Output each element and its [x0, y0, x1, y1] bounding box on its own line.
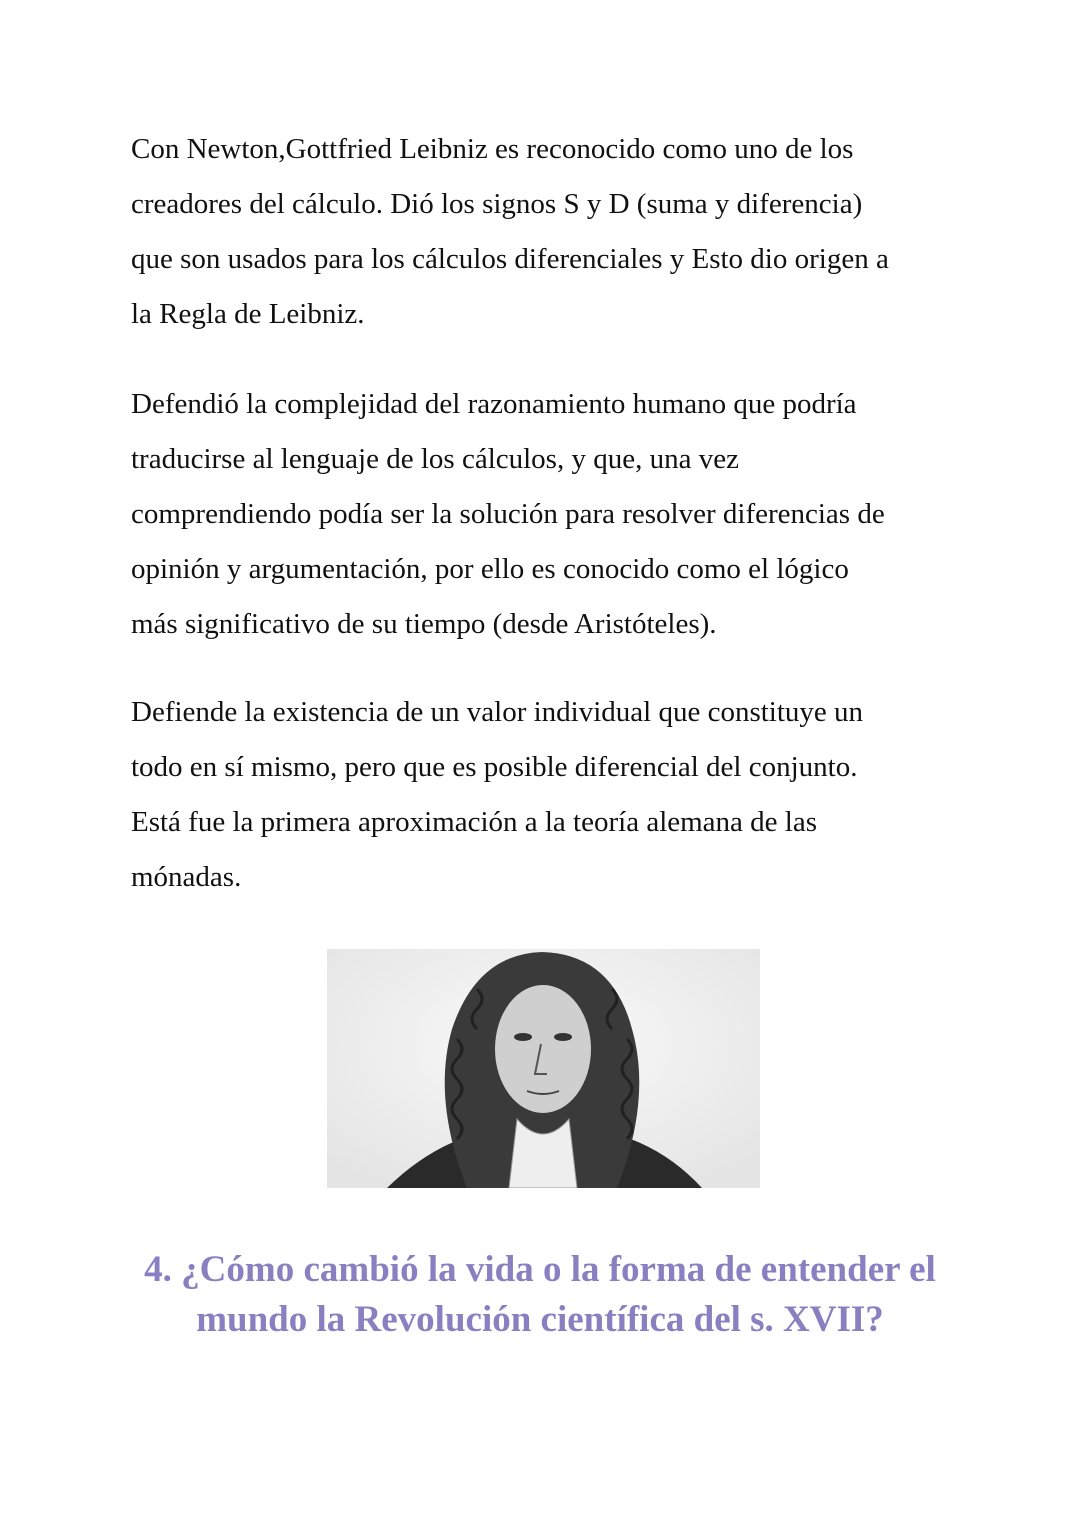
- paragraph-leibniz-calculus: [131, 122, 1011, 342]
- text-line: Está fue la primera aproximación a la teoría alemana de las: [131, 806, 818, 838]
- text-line: creadores del cálculo. Dió los signos S y D (suma y diferencia): [131, 188, 863, 220]
- text-line: opinión y argumentación, por ello es conocido como el lógico: [131, 553, 849, 585]
- text-line: que son usados para los cálculos diferenciales y Esto dio origen a: [131, 243, 889, 275]
- text-line: Defiende la existencia de un valor individual que constituye un: [131, 696, 864, 728]
- text-line: la Regla de Leibniz.: [131, 298, 365, 330]
- section-heading: [0, 1245, 1080, 1345]
- heading-line: mundo la Revolución científica del s. XVII?: [196, 1299, 884, 1340]
- text-line: todo en sí mismo, pero que es posible diferencial del conjunto.: [131, 751, 858, 783]
- text-line: Defendió la complejidad del razonamiento humano que podría: [131, 388, 857, 420]
- text-line: mónadas.: [131, 861, 242, 893]
- text-line: comprendiendo podía ser la solución para resolver diferencias de: [131, 498, 885, 530]
- text-line: Con Newton,Gottfried Leibniz es reconocido como uno de los: [131, 133, 854, 165]
- text-line: más significativo de su tiempo (desde Aristóteles).: [131, 608, 717, 640]
- text-line: traducirse al lenguaje de los cálculos, y que, una vez: [131, 443, 739, 475]
- paragraph-leibniz-monads: [131, 685, 1011, 905]
- heading-line: 4. ¿Cómo cambió la vida o la forma de entender el: [144, 1249, 936, 1290]
- leibniz-portrait-image: [327, 949, 760, 1188]
- paragraph-leibniz-reasoning: [131, 377, 1011, 652]
